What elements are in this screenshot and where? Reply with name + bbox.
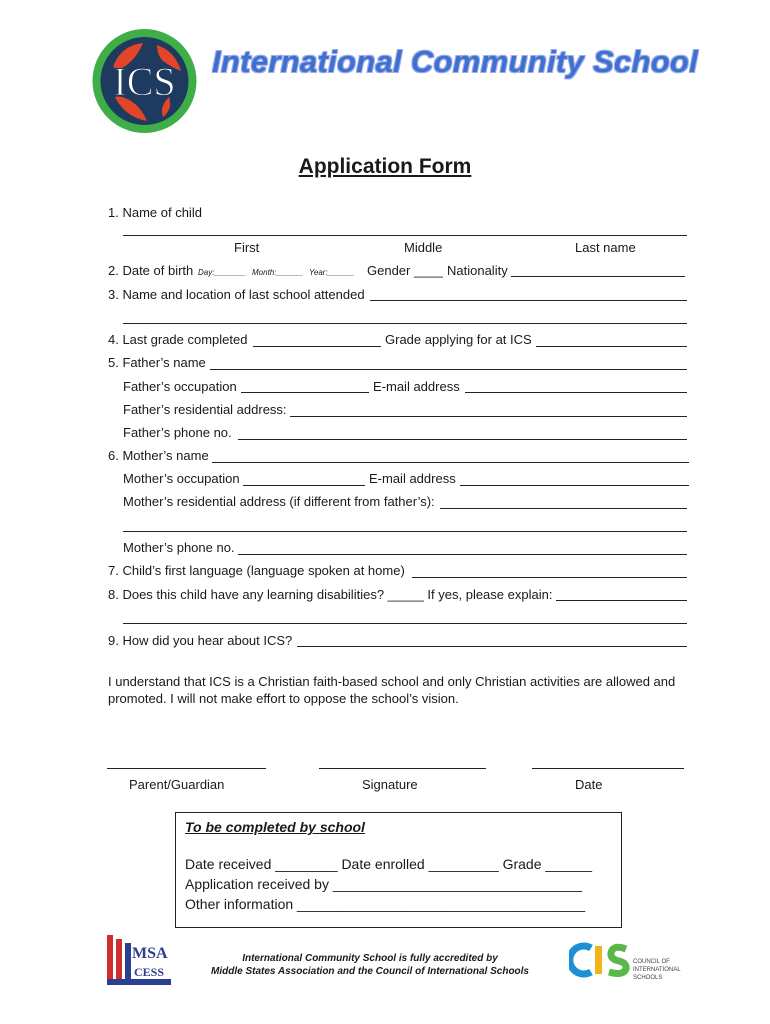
mother-address-field-continued[interactable] — [123, 531, 687, 532]
accreditation-line-1: International Community School is fully accredited by — [242, 953, 498, 964]
mother-phone-label: Mother’s phone no. — [123, 540, 235, 555]
last-grade-field[interactable] — [253, 346, 381, 347]
mother-phone-field[interactable] — [238, 554, 687, 555]
father-phone-field[interactable] — [238, 439, 687, 440]
q7-label: 7. Child’s first language (language spoken at home) — [108, 563, 405, 578]
logo-text: ICS — [113, 59, 176, 104]
cis-line-3: SCHOOLS — [633, 975, 663, 981]
msa-text: MSA — [132, 945, 168, 962]
grade-applying-label: Grade applying for at ICS — [385, 332, 532, 347]
cis-line-1: COUNCIL OF — [633, 959, 670, 965]
father-occupation-field[interactable] — [241, 392, 369, 393]
cis-logo — [569, 940, 689, 985]
nationality-field[interactable] — [511, 276, 685, 277]
school-name: International Community School — [212, 44, 699, 79]
learning-disability-field[interactable] — [556, 600, 687, 601]
father-phone-label: Father’s phone no. — [123, 425, 232, 440]
first-language-field[interactable] — [412, 577, 687, 578]
accreditation-line-2: Middle States Association and the Council of International Schools — [211, 966, 529, 977]
cis-letters — [569, 940, 570, 941]
q2-label: 2. Date of birth — [108, 263, 194, 278]
signature-caption: Signature — [362, 777, 418, 792]
grade-applying-field[interactable] — [536, 346, 687, 347]
q5-label: 5. Father’s name — [108, 355, 206, 370]
q9-label: 9. How did you hear about ICS? — [108, 633, 293, 648]
father-occupation-label: Father’s occupation — [123, 379, 237, 394]
cis-line-2: INTERNATIONAL — [633, 967, 681, 973]
q6-label: 6. Mother’s name — [108, 448, 209, 463]
school-box-row-3[interactable]: Other information _____________________________________ — [185, 896, 586, 912]
heard-about-field[interactable] — [297, 646, 687, 647]
dob-month-field[interactable]: Month:______ — [252, 268, 304, 277]
statement-line-1: I understand that ICS is a Christian faith-based school and only Christian activities are allowed and — [108, 674, 676, 689]
statement-line-2: promoted. I will not make effort to oppose the school’s vision. — [108, 691, 459, 706]
cess-text: CESS — [134, 965, 165, 979]
mother-address-field[interactable] — [440, 508, 687, 509]
mother-occupation-field[interactable] — [243, 485, 365, 486]
school-box-heading: To be completed by school — [185, 819, 365, 835]
school-box-row-2[interactable]: Application received by ________________________________ — [185, 876, 583, 892]
father-address-label: Father’s residential address: — [123, 402, 287, 417]
mother-occupation-label: Mother’s occupation — [123, 471, 240, 486]
school-box-row-1[interactable]: Date received ________ Date enrolled _________ Grade ______ — [185, 856, 593, 872]
q1-label: 1. Name of child — [108, 205, 202, 220]
parent-signature-line[interactable] — [107, 768, 266, 769]
dob-day-field[interactable]: Day:_______ — [198, 268, 246, 277]
father-email-label: E-mail address — [373, 379, 460, 394]
mother-email-label: E-mail address — [369, 471, 456, 486]
learning-disability-field-continued[interactable] — [123, 623, 687, 624]
dob-year-field[interactable]: Year:______ — [309, 268, 355, 277]
first-name-caption: First — [234, 240, 260, 255]
nationality-label: Nationality — [447, 263, 508, 278]
parent-guardian-caption: Parent/Guardian — [129, 777, 225, 792]
q3-label: 3. Name and location of last school attended — [108, 287, 365, 302]
father-email-field[interactable] — [465, 392, 687, 393]
mother-email-field[interactable] — [460, 485, 689, 486]
page-title: Application Form — [298, 155, 472, 178]
q8-label: 8. Does this child have any learning disabilities? _____ If yes, please explain: — [108, 587, 553, 602]
name-of-child-field[interactable] — [123, 235, 687, 236]
date-line[interactable] — [532, 768, 684, 769]
signature-line[interactable] — [319, 768, 486, 769]
middle-name-caption: Middle — [404, 240, 443, 255]
mother-name-field[interactable] — [212, 462, 689, 463]
date-caption: Date — [575, 777, 603, 792]
father-address-field[interactable] — [290, 416, 687, 417]
last-school-field-continued[interactable] — [123, 323, 687, 324]
gender-field[interactable]: Gender ____ — [367, 263, 443, 278]
last-name-caption: Last name — [575, 240, 636, 255]
mother-address-label: Mother’s residential address (if different from father’s): — [123, 494, 435, 509]
school-use-box — [175, 812, 622, 928]
last-school-field[interactable] — [370, 300, 687, 301]
accreditation-note — [185, 952, 555, 978]
msa-cess-logo — [105, 933, 171, 987]
father-name-field[interactable] — [210, 369, 687, 370]
ics-logo — [91, 27, 198, 135]
q4-label: 4. Last grade completed — [108, 332, 248, 347]
